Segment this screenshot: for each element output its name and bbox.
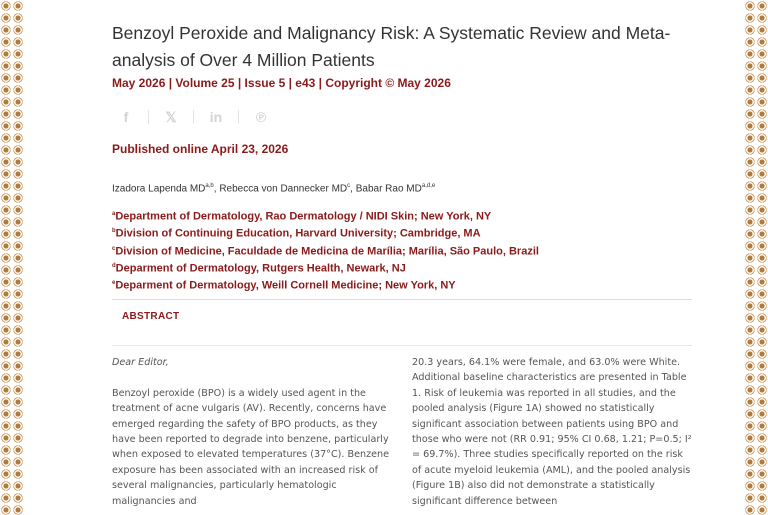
author-list: Izadora Lapenda MD$^{a,b}$, Rebecca von Dannecker $MD^c$, Babar Rao MD$^{a,d,e}$ <box>112 183 436 195</box>
pinterest-icon[interactable]: ℗ <box>255 109 267 125</box>
body-column-left <box>112 355 394 509</box>
author-sup: a,d,e <box>421 183 436 189</box>
divider <box>148 110 149 124</box>
author-sup: c <box>347 183 351 189</box>
divider <box>238 110 239 124</box>
body-paragraph: 20.3 years, 64.1% were female, and 63.0% were White. Additional baseline characteristics are presented in Table 1. Risk of leukemia was reported in all studies, and the pooled analysis (Figure 1A) showed no statistically significant association between patients using BPO and those who were not (RR 0.91; 95% CI 0.68, 1.21; P=0.5; I² = 69.7%). Three studies specifically reported on the risk of acute myeloid leukemia (AML), and the pooled analysis (Figure 1B) also did not demonstrate a statistically significant difference between <box>412 357 692 507</box>
author-name[interactable]: Rebecca von Dannecker MD <box>219 183 348 195</box>
abstract-heading[interactable]: ABSTRACT <box>122 311 180 322</box>
affiliation-text: Deparment of Dermatology, Rutgers Health, Newark, NJ <box>115 262 406 275</box>
affiliation-sup: c <box>112 245 116 252</box>
affiliation-text: Division of Medicine, Faculdade de Medicina de Marília; Marília, São Paulo, Brazil <box>115 245 539 258</box>
article-title: Benzoyl Peroxide and Malignancy Risk: A Systematic Review and Meta-analysis of Over 4 Million Patients <box>112 23 671 70</box>
salutation: Dear Editor, <box>112 357 169 368</box>
affiliation-text: Deparment of Dermatology, Weill Cornell Medicine; New York, NY <box>115 279 456 292</box>
affiliation-item <box>112 241 539 258</box>
affiliation-sup: e <box>112 280 116 287</box>
share-bar <box>116 106 271 128</box>
linkedin-icon[interactable]: in <box>209 109 223 125</box>
affiliation-sup: b <box>112 228 116 235</box>
published-date: Published online April 23, 2026 <box>112 142 289 156</box>
author-sup: a,b <box>205 183 214 189</box>
article-meta: May 2026 | Volume 25 | Issue 5 | e43 | Copyright © May 2026 <box>112 76 451 90</box>
facebook-icon[interactable]: f <box>123 109 129 125</box>
decorative-border-left <box>0 0 24 515</box>
affiliation-item <box>112 275 539 292</box>
body-column-right <box>412 355 694 509</box>
affiliation-sup: d <box>112 262 116 269</box>
body-paragraph: Benzoyl peroxide (BPO) is a widely used agent in the treatment of acne vulgaris (AV). Recently, concerns have emerged regarding the safety of BPO products, as they have been reported to degrade into benzene, particularly when exposed to elevated temperatures (37°C). Benzene exposure has been associated with an increased risk of several malignancies, particularly hematologic malignancies and <box>112 387 390 507</box>
divider <box>112 299 692 300</box>
divider <box>193 110 194 124</box>
affiliation-sup: a <box>112 211 116 217</box>
affiliation-item <box>112 206 539 223</box>
affiliation-list <box>112 206 539 292</box>
affiliation-text: Department of Dermatology, Rao Dermatology / NIDI Skin; New York, NY <box>115 210 492 223</box>
divider <box>112 345 692 346</box>
affiliation-item <box>112 258 539 275</box>
author-name[interactable]: Izadora Lapenda MD <box>112 183 206 195</box>
x-twitter-icon[interactable]: 𝕏 <box>165 108 177 125</box>
decorative-border-right <box>744 0 768 515</box>
affiliation-item <box>112 223 539 240</box>
affiliation-text: Division of Continuing Education, Harvard University; Cambridge, MA <box>115 227 481 240</box>
author-name[interactable]: Babar Rao MD <box>355 183 422 195</box>
